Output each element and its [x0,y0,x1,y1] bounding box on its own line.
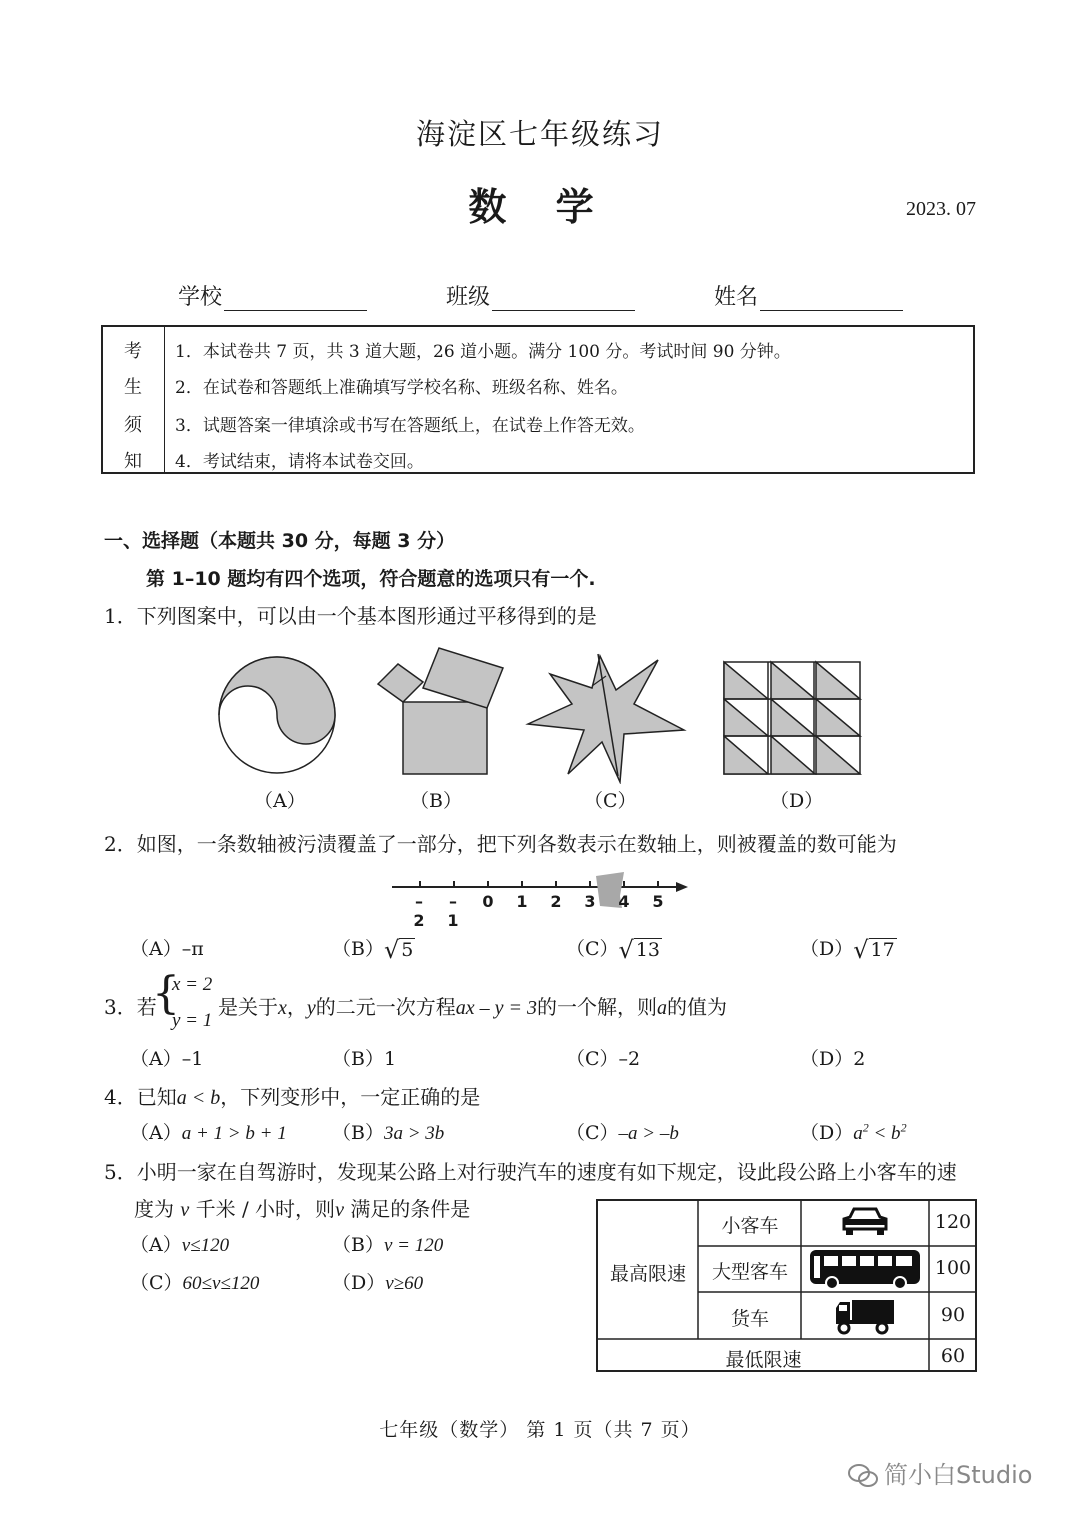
q3-option-b[interactable]: （B）1 [332,1048,397,1070]
equation: ax – y = 3 [455,997,538,1019]
vehicle-name: 大型客车 [711,1261,788,1283]
option-label: （B） [332,1234,384,1256]
tick-label: –2 [413,892,425,930]
figure-c-caption: （C） [584,790,637,812]
tick-label: 2 [550,892,562,911]
q4-text: ，下列变形中，一定正确的是 [220,1085,481,1109]
option-label: （A） [130,1122,182,1144]
q4-option-d[interactable] [800,1118,907,1145]
question-4-stem [104,1081,480,1110]
q5-option-b[interactable] [332,1230,443,1257]
option-value: –a > –b [618,1123,679,1144]
var-v: v [335,1199,344,1221]
question-2-stem: 2．如图，一条数轴被污渍覆盖了一部分，把下列各数表示在数轴上，则被覆盖的数可能为 [104,832,897,856]
question-3-stem [218,991,727,1020]
sqrt-icon: √ [853,936,869,964]
max-speed-label: 最高限速 [609,1263,686,1285]
tick-label: 5 [652,892,664,911]
number-line [388,866,693,914]
q3-option-d[interactable]: （D）2 [800,1048,866,1070]
car-icon [844,1209,886,1235]
class-field[interactable] [446,280,635,311]
notice-label-char: 考 [124,341,142,362]
bus-icon [810,1250,920,1289]
speed-value: 100 [934,1257,972,1279]
watermark-text: 简小白Studio [884,1461,1033,1489]
q3-text: 的二元一次方程 [315,995,456,1019]
option-value: 3a > 3b [383,1123,445,1144]
sqrt-icon: √ [618,936,634,964]
exam-title: 海淀区七年级练习 [415,117,664,151]
q2-option-c[interactable] [566,934,662,964]
figure-d-caption: （D） [770,790,824,812]
school-field[interactable] [178,280,367,311]
option-label: （C） [566,1122,619,1144]
subject-title: 数 学 [468,184,612,229]
class-label: 班级 [446,285,491,310]
figure-d-triangles [724,662,860,774]
figure-b-caption: （B） [410,790,462,812]
option-label: （C） [130,1272,183,1294]
option-label: （B） [332,938,384,960]
exponent: 2 [862,1120,869,1135]
exponent: 2 [900,1120,907,1135]
speed-value: 90 [940,1304,966,1326]
vehicle-name: 货车 [730,1308,769,1330]
question-5-line2 [134,1193,470,1222]
page-footer: 七年级（数学） 第 1 页（共 7 页） [379,1419,701,1441]
q2-option-a[interactable] [130,934,204,961]
option-value: v≤120 [181,1235,230,1256]
question-1-figures [200,646,880,784]
q4-condition: a < b [176,1087,221,1109]
var-x: x [278,997,287,1019]
var-v: v [180,1199,190,1221]
option-label: （C） [566,938,619,960]
q2-option-b[interactable] [332,934,415,964]
tick-label: 1 [516,892,528,911]
tick-label: –1 [447,892,459,930]
q3-option-a[interactable]: （A）–1 [130,1048,204,1070]
notice-label-char: 须 [124,415,142,436]
q5-text: 满足的条件是 [350,1197,471,1221]
min-speed-label: 最低限速 [725,1349,802,1371]
q3-text: 的一个解，则 [537,995,658,1019]
number-line-arrow [676,882,688,892]
school-line [224,286,367,311]
notice-item: 3．试题答案一律填涂或书写在答题纸上，在试卷上作答无效。 [175,416,645,436]
q3-text: 是关于 [218,995,278,1019]
option-value: –π [181,938,204,960]
system-eq-1: x = 2 [172,974,213,995]
question-3-number: 3．若 [104,995,157,1019]
system-eq-2: y = 1 [172,1010,213,1031]
question-5-line1: 5．小明一家在自驾游时，发现某公路上对行驶汽车的速度有如下规定，设此段公路上小客车的速 [104,1160,957,1184]
option-value: 60≤v≤120 [182,1273,260,1294]
vehicle-name: 小客车 [721,1215,779,1237]
name-line [760,286,903,311]
notice-label-char: 生 [124,377,142,398]
name-field[interactable] [714,280,903,311]
q4-option-a[interactable] [130,1118,287,1145]
q5-text: 度为 [134,1197,174,1221]
q2-option-d[interactable] [800,934,897,964]
speed-limit-table [596,1199,977,1372]
tick-label: 4 [618,892,630,911]
figure-c-star [528,654,684,782]
class-line [492,286,635,311]
wechat-icon [848,1463,878,1489]
watermark [848,1455,1032,1490]
figure-a-yinyang [219,657,335,773]
option-label: （A） [130,938,182,960]
figure-b-squares [378,648,503,774]
option-label: （B） [332,1122,384,1144]
tick-label: 3 [584,892,596,911]
radicand: 13 [635,939,661,961]
option-value: a [853,1123,863,1144]
min-speed-value: 60 [940,1345,966,1367]
q4-text: 4．已知 [104,1085,177,1109]
exam-notice-box [101,325,975,474]
var-y: y [306,997,316,1019]
notice-item: 4．考试结束，请将本试卷交回。 [175,452,424,472]
truck-icon [836,1300,894,1333]
speed-value: 120 [934,1211,972,1233]
name-label: 姓名 [714,285,759,310]
q5-option-a[interactable] [130,1230,229,1257]
q4-option-b[interactable] [332,1118,444,1145]
q3-option-c[interactable]: （C）–2 [566,1048,641,1070]
option-label: （A） [130,1234,182,1256]
brace-icon: { [152,968,180,1019]
radicand: 17 [870,939,895,961]
option-label: （D） [800,1122,854,1144]
tick-label: 0 [482,892,494,911]
option-value: v = 120 [383,1235,444,1256]
exam-date: 2023. 07 [906,198,976,220]
radicand: 5 [401,939,414,961]
q5-option-d[interactable] [332,1268,423,1295]
section-title: 一、选择题（本题共 30 分，每题 3 分） [104,530,456,552]
sqrt-icon: √ [383,936,400,964]
q4-option-c[interactable] [566,1118,679,1145]
option-value: a + 1 > b + 1 [181,1123,287,1144]
q5-text: 千米 / 小时，则 [195,1197,336,1221]
option-label: （D） [332,1272,386,1294]
var-a: a [657,997,668,1019]
q3-text: 的值为 [667,995,728,1019]
q5-option-c[interactable] [130,1268,259,1295]
notice-item: 2．在试卷和答题纸上准确填写学校名称、班级名称、姓名。 [175,378,628,398]
notice-item: 1．本试卷共 7 页，共 3 道大题，26 道小题。满分 100 分。考试时间 90 分钟。 [175,342,791,362]
q3-comma: ， [286,995,307,1019]
question-1-stem: 1．下列图案中，可以由一个基本图形通过平移得到的是 [104,604,597,628]
school-label: 学校 [178,285,223,310]
option-value: v≥60 [385,1273,424,1294]
option-value: < b [868,1123,901,1144]
figure-a-caption: （A） [254,790,306,812]
option-label: （D） [800,938,854,960]
notice-label-char: 知 [124,451,142,472]
section-intro: 第 1–10 题均有四个选项，符合题意的选项只有一个. [146,568,596,590]
notice-label [103,327,165,472]
